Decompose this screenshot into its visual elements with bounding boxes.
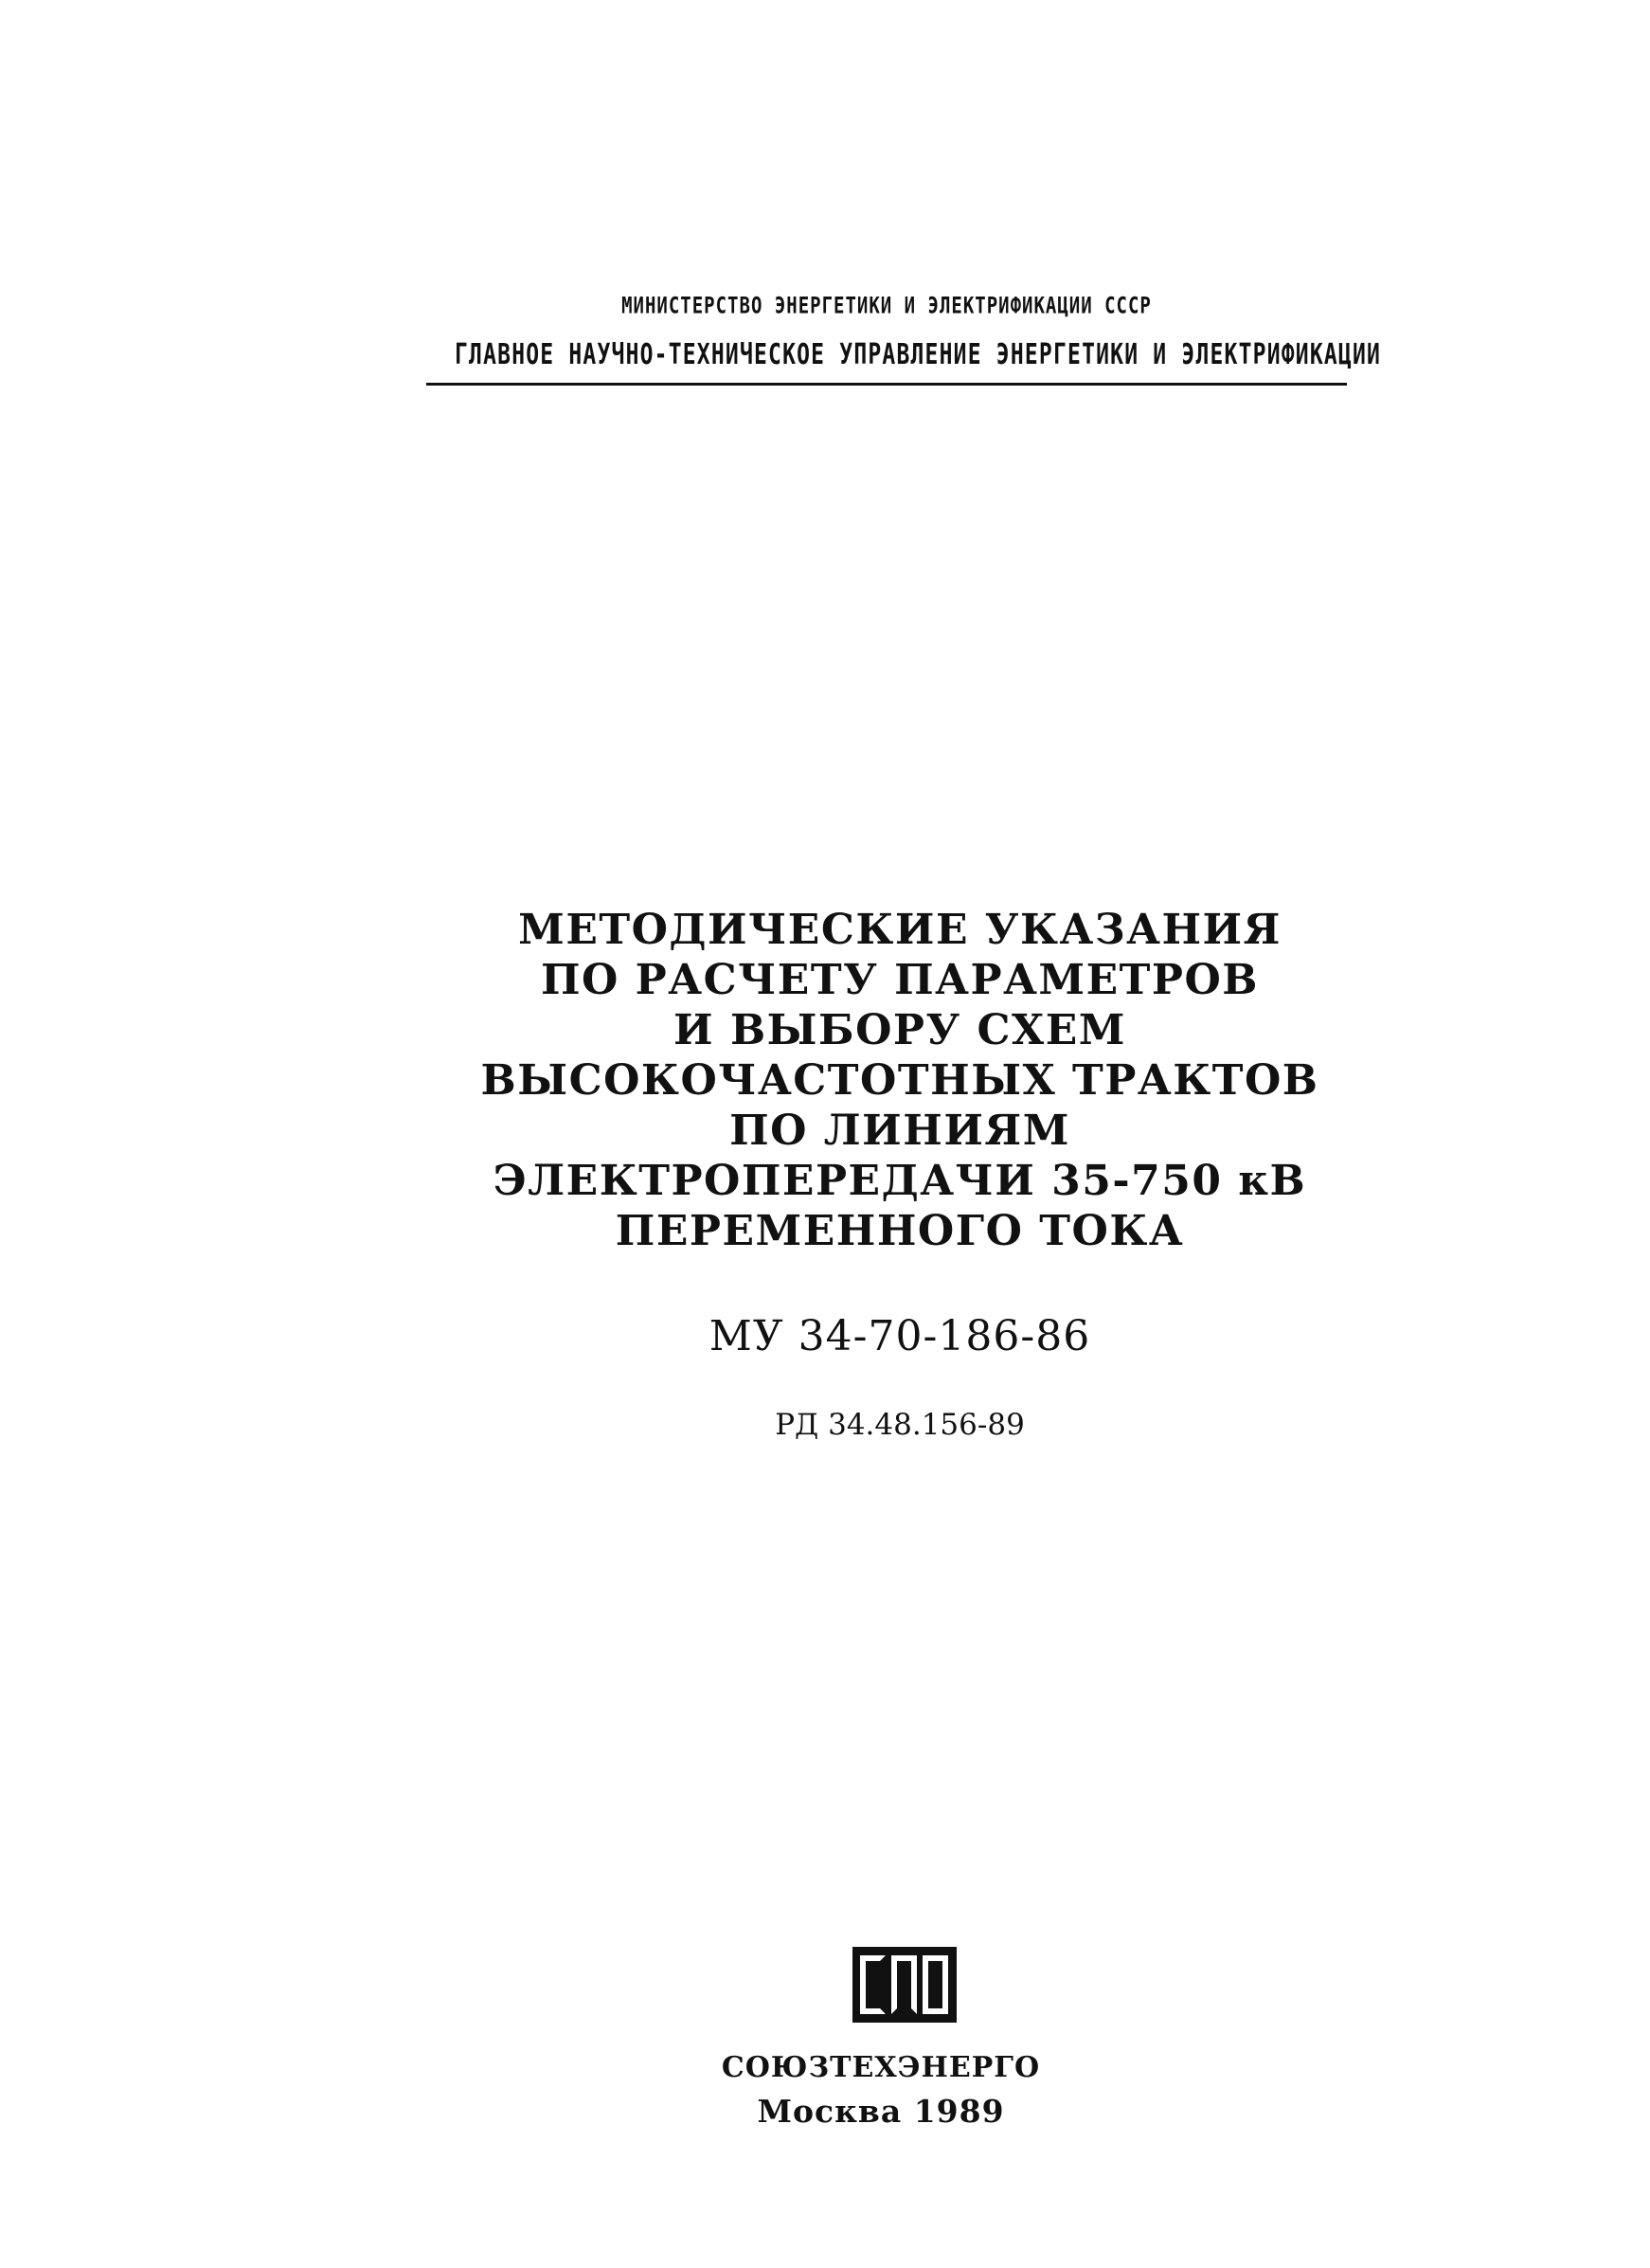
title-line: МЕТОДИЧЕСКИЕ УКАЗАНИЯ <box>518 906 1282 954</box>
directorate-name: ГЛАВНОЕ НАУЧНО-ТЕХНИЧЕСКОЕ УПРАВЛЕНИЕ ЭНЕРГЕТИКИ И ЭЛЕКТРИФИКАЦИИ <box>455 339 1382 371</box>
document-header <box>426 293 1382 386</box>
logo-letter-c <box>860 1955 886 2014</box>
publisher-name: СОЮЗТЕХЭНЕРГО <box>721 2051 1041 2084</box>
title-line: ПЕРЕМЕННОГО ТОКА <box>615 1207 1185 1255</box>
title-line: ВЫСОКОЧАСТОТНЫХ ТРАКТОВ <box>480 1056 1319 1105</box>
document-title <box>445 905 1354 1256</box>
title-line: И ВЫБОРУ СХЕМ <box>673 1006 1126 1054</box>
publisher-logo <box>852 1947 957 2023</box>
logo-letter-o <box>923 1955 948 2014</box>
header-divider <box>426 383 1347 386</box>
title-line: ЭЛЕКТРОПЕРЕДАЧИ 35-750 кВ <box>493 1157 1307 1205</box>
title-line: ПО ЛИНИЯМ <box>729 1107 1070 1155</box>
publication-place-year: Москва 1989 <box>757 2093 1005 2130</box>
ministry-name: МИНИСТЕРСТВО ЭНЕРГЕТИКИ И ЭЛЕКТРИФИКАЦИИ СССР <box>621 293 1152 319</box>
logo-letter-p <box>891 1955 917 2014</box>
document-code-rd: РД 34.48.156-89 <box>775 1408 1025 1442</box>
title-line: ПО РАСЧЕТУ ПАРАМЕТРОВ <box>540 956 1259 1004</box>
document-code-mu: МУ 34-70-186-86 <box>708 1312 1091 1360</box>
